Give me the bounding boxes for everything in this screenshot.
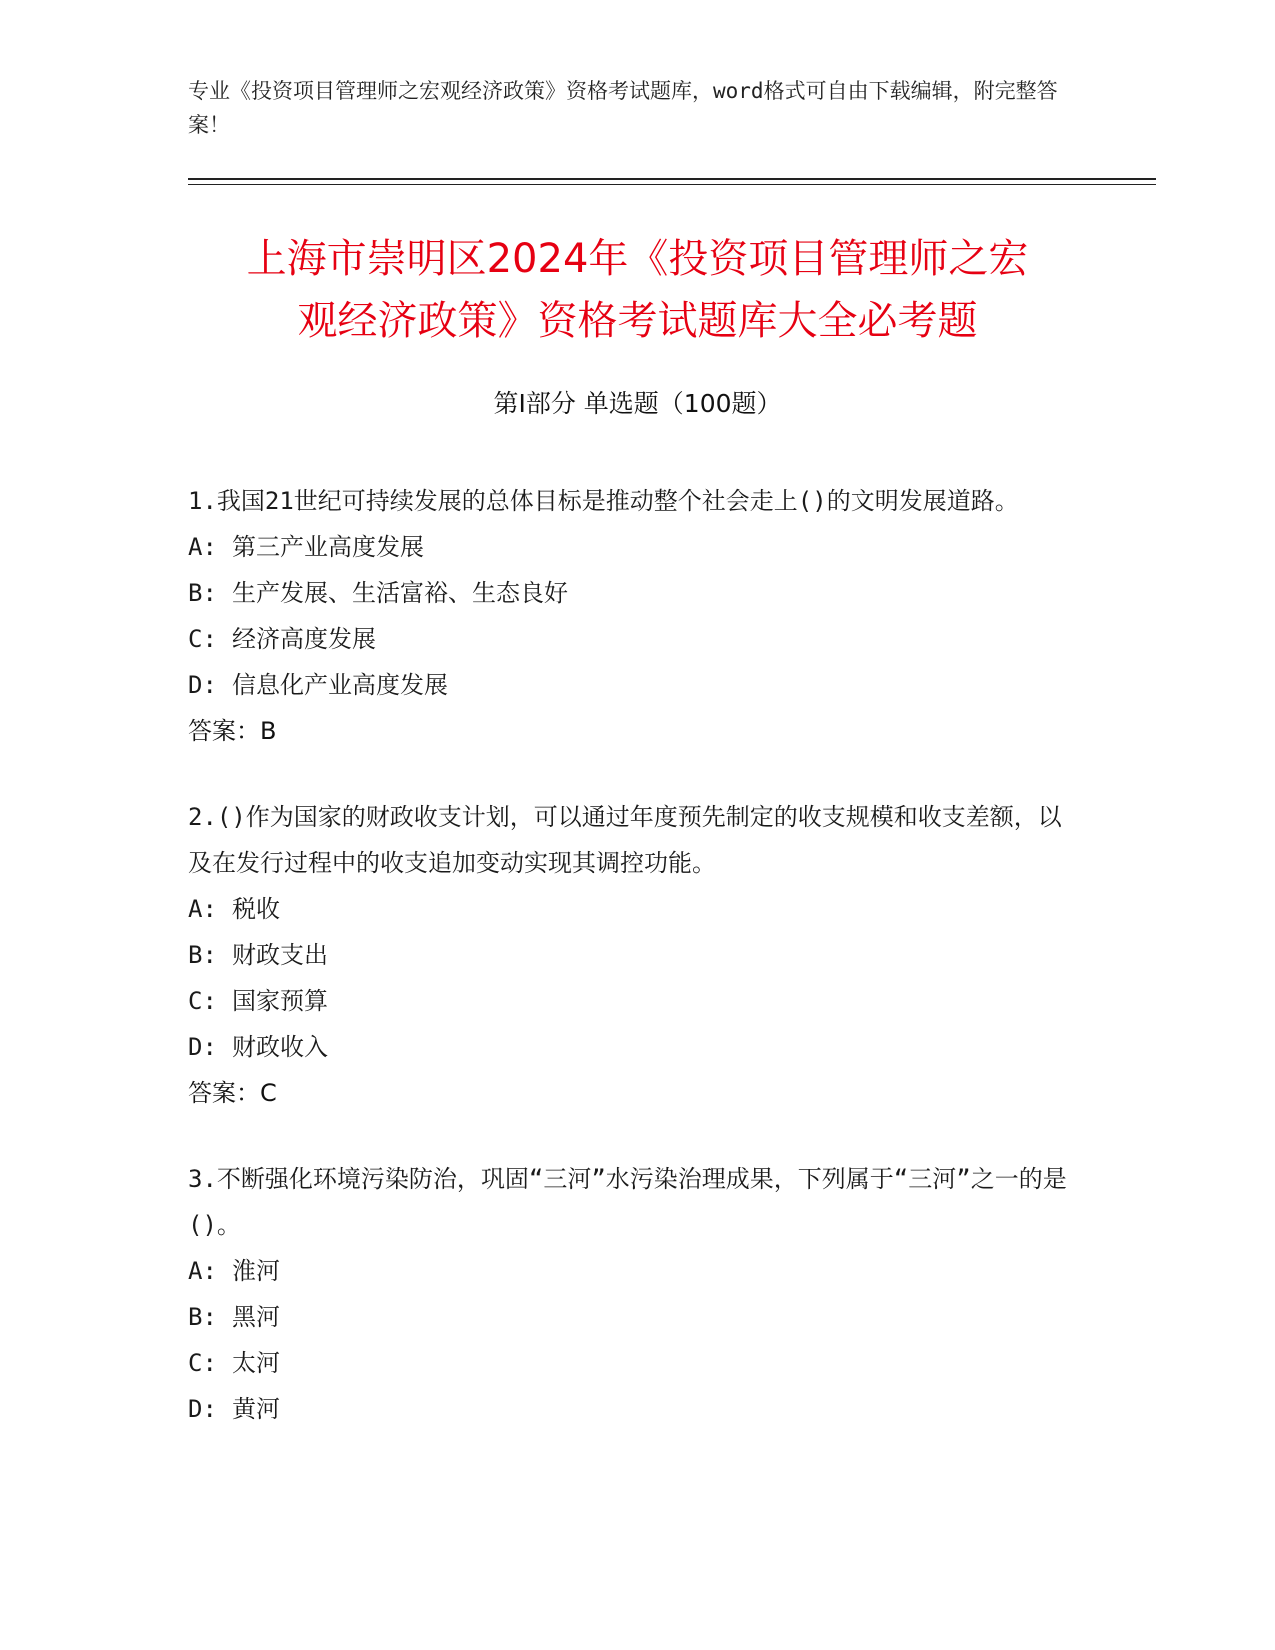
option-b xyxy=(188,570,1078,616)
question-stem: 2.()作为国家的财政收支计划，可以通过年度预先制定的收支规模和收支差额，以及在发行过程中的收支追加变动实现其调控功能。 xyxy=(188,803,1062,877)
answer-line: 答案：C xyxy=(188,1079,277,1107)
option-key: C: xyxy=(188,987,217,1015)
option-key: B: xyxy=(188,579,217,607)
option-text: 财政支出 xyxy=(232,941,328,969)
option-text: 国家预算 xyxy=(232,987,328,1015)
option-text: 财政收入 xyxy=(232,1033,328,1061)
question-list xyxy=(188,478,1078,1472)
option-key: B: xyxy=(188,941,217,969)
document-title-line-1: 上海市崇明区2024年《投资项目管理师之宏 xyxy=(246,236,1029,282)
option-text: 太河 xyxy=(232,1349,280,1377)
option-c xyxy=(188,1340,1078,1386)
answer-line: 答案：B xyxy=(188,717,277,745)
option-key: C: xyxy=(188,625,217,653)
option-a xyxy=(188,1248,1078,1294)
section-title: 第Ⅰ部分 单选题（100题） xyxy=(493,389,782,418)
header-divider-thin xyxy=(188,184,1156,185)
option-b xyxy=(188,932,1078,978)
option-text: 税收 xyxy=(232,895,280,923)
document-title xyxy=(150,228,1125,352)
option-key: D: xyxy=(188,671,217,699)
question-2 xyxy=(188,794,1078,1116)
option-c xyxy=(188,616,1078,662)
question-3 xyxy=(188,1156,1078,1432)
option-text: 生产发展、生活富裕、生态良好 xyxy=(232,579,568,607)
option-key: D: xyxy=(188,1033,217,1061)
option-d xyxy=(188,1024,1078,1070)
header-divider-thick xyxy=(188,178,1156,180)
option-d xyxy=(188,662,1078,708)
option-b xyxy=(188,1294,1078,1340)
option-text: 经济高度发展 xyxy=(232,625,376,653)
option-a xyxy=(188,524,1078,570)
question-stem: 1.我国21世纪可持续发展的总体目标是推动整个社会走上()的文明发展道路。 xyxy=(188,487,1019,515)
option-c xyxy=(188,978,1078,1024)
option-text: 淮河 xyxy=(232,1257,280,1285)
header-note: 专业《投资项目管理师之宏观经济政策》资格考试题库，word格式可自由下载编辑，附完整答案！ xyxy=(188,79,1058,137)
option-key: A: xyxy=(188,895,217,923)
option-key: A: xyxy=(188,533,217,561)
option-a xyxy=(188,886,1078,932)
option-key: A: xyxy=(188,1257,217,1285)
option-key: C: xyxy=(188,1349,217,1377)
option-key: D: xyxy=(188,1395,217,1423)
option-key: B: xyxy=(188,1303,217,1331)
document-title-line-2: 观经济政策》资格考试题库大全必考题 xyxy=(297,298,978,344)
option-text: 第三产业高度发展 xyxy=(232,533,424,561)
option-d xyxy=(188,1386,1078,1432)
question-1 xyxy=(188,478,1078,754)
option-text: 黄河 xyxy=(232,1395,280,1423)
option-text: 黑河 xyxy=(232,1303,280,1331)
question-stem: 3.不断强化环境污染防治，巩固“三河”水污染治理成果，下列属于“三河”之一的是()。 xyxy=(188,1165,1067,1239)
option-text: 信息化产业高度发展 xyxy=(232,671,448,699)
